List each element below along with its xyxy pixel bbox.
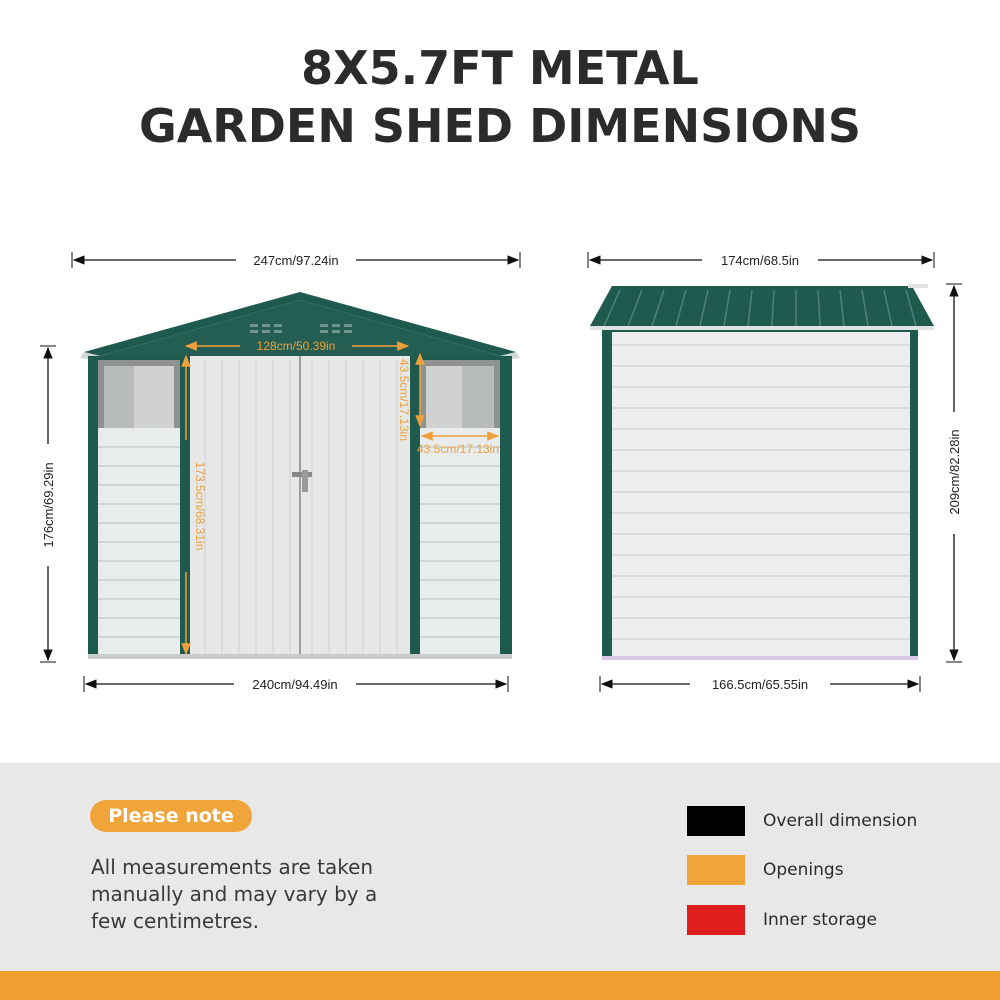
bottom-accent-bar xyxy=(0,971,1000,1000)
front-top-width-dimension xyxy=(72,252,520,268)
side-bottom-width-label: 166.5cm/65.55in xyxy=(711,677,809,692)
page-title-line1: 8X5.7FT METAL xyxy=(301,41,699,95)
door-height-label: 173.5cm/68.31in xyxy=(193,461,207,551)
legend-swatch-orange xyxy=(687,855,745,885)
side-opening-height-label: 43.5cm/17.13in xyxy=(397,358,411,442)
legend-label-openings: Openings xyxy=(763,860,844,880)
side-shed xyxy=(590,284,934,660)
legend-label-overall: Overall dimension xyxy=(763,811,918,831)
please-note-badge: Please note xyxy=(90,800,252,832)
front-height-label: 176cm/69.29in xyxy=(41,462,56,548)
page-title-line2: GARDEN SHED DIMENSIONS xyxy=(138,99,862,153)
note-text: All measurements are taken manually and may vary by a few centimetres. xyxy=(91,855,378,933)
side-height-dimension xyxy=(946,284,962,662)
front-bottom-width-dimension xyxy=(84,676,508,692)
side-opening-width-label: 43.5cm/17.13in xyxy=(416,442,500,456)
side-bottom-width-dimension xyxy=(600,676,920,692)
legend-swatch-black xyxy=(687,806,745,836)
legend-swatch-red xyxy=(687,905,745,935)
door-width-label: 128cm/50.39in xyxy=(256,339,336,353)
front-bottom-width-label: 240cm/94.49in xyxy=(252,677,338,692)
side-top-width-dimension xyxy=(588,252,934,268)
side-height-label: 209cm/82.28in xyxy=(947,429,962,515)
side-top-width-label: 174cm/68.5in xyxy=(720,253,800,268)
front-top-width-label: 247cm/97.24in xyxy=(253,253,339,268)
legend-label-inner-storage: Inner storage xyxy=(763,910,877,930)
front-height-dimension xyxy=(40,346,56,662)
